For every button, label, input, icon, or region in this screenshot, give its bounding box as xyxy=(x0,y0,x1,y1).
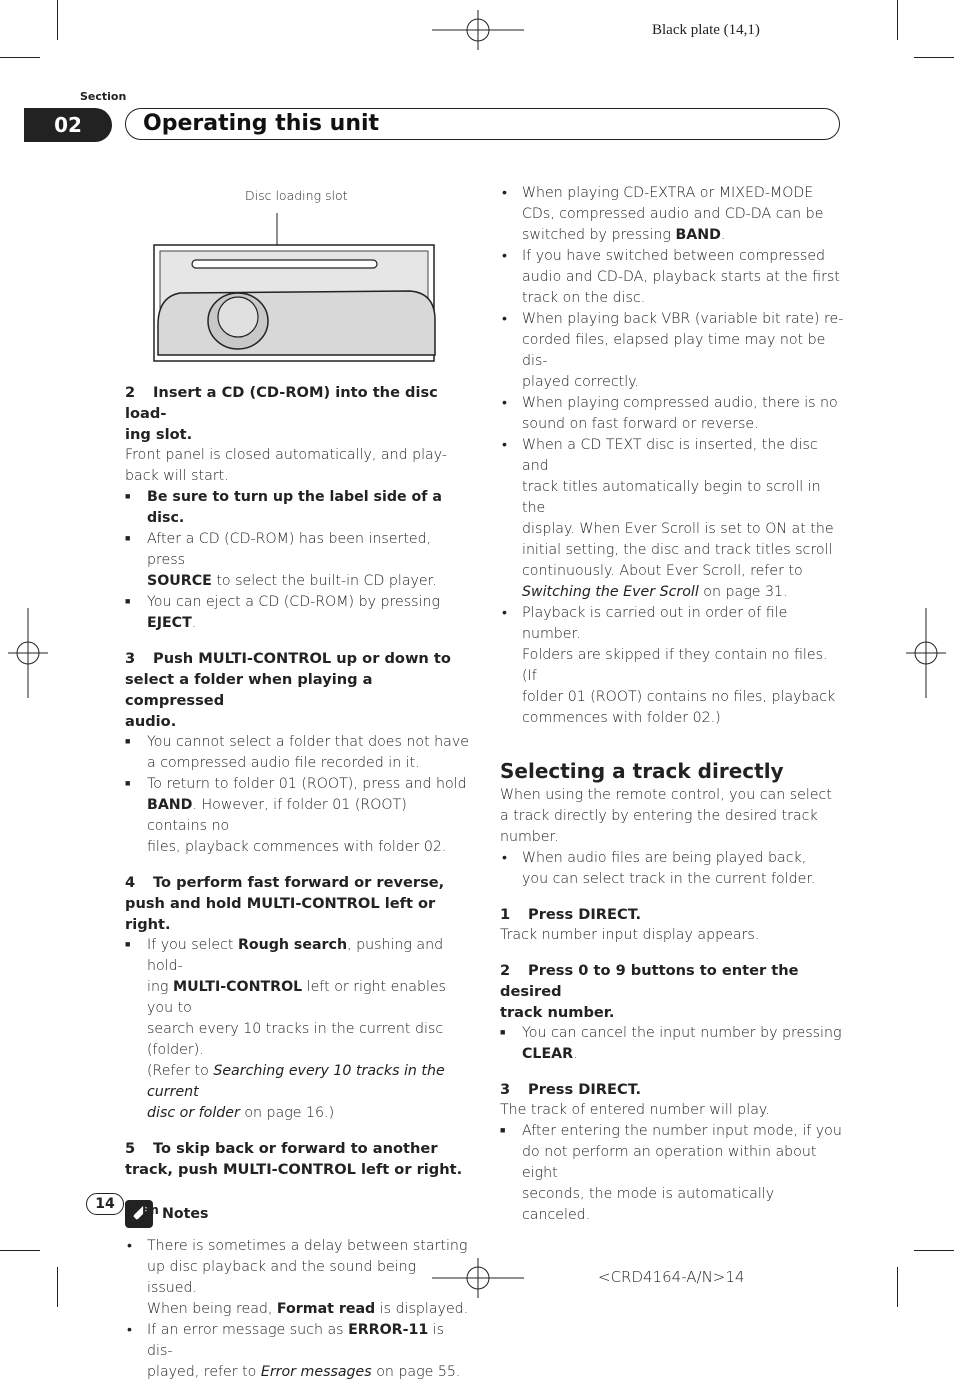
list-item: • If you have switched between compressed audio and CD-DA, playback starts at the first track on the disc. xyxy=(500,246,845,309)
right-column xyxy=(500,183,845,1226)
list-item: • Playback is carried out in order of file number. Folders are skipped if they contain no files. (If folder 01 (ROOT) contains no files, playback commences with folder 02.) xyxy=(500,603,845,729)
crop-mark xyxy=(914,1250,954,1251)
crop-mark xyxy=(57,1267,58,1307)
page-number: 14 xyxy=(86,1193,124,1215)
list-item: • When playing back VBR (variable bit rate) re- corded files, elapsed play time may not be dis- played correctly. xyxy=(500,309,845,393)
square-bullet-icon: ■ xyxy=(500,1126,506,1136)
crop-mark xyxy=(0,1250,40,1251)
step-text: Front panel is closed automatically, and play- back will start. xyxy=(125,447,448,484)
square-bullet-icon: ■ xyxy=(125,597,131,607)
step-heading: 3 Push MULTI-CONTROL up or down to select a folder when playing a compressed audio. xyxy=(125,650,451,730)
registration-mark xyxy=(432,10,524,50)
step-heading: 5 To skip back or forward to another track, push MULTI-CONTROL left or right. xyxy=(125,1140,463,1178)
figure-label: Disc loading slot xyxy=(245,188,348,203)
registration-mark xyxy=(906,608,946,698)
list-item: • When playing CD-EXTRA or MIXED-MODE CDs, compressed audio and CD-DA can be switched by pressing BAND. xyxy=(500,183,845,246)
step-heading: 2 Press 0 to 9 buttons to enter the desired track number. xyxy=(500,962,799,1021)
intro-text: When using the remote control, you can select a track directly by entering the desired track number. xyxy=(500,787,832,845)
list-item: ■ After entering the number input mode, if you do not perform an operation within about eight seconds, the mode is automatically canceled. xyxy=(500,1123,842,1223)
step-text: Track number input display appears. xyxy=(500,927,760,943)
section-number: 02 xyxy=(24,108,112,142)
list-item: ■ You can eject a CD (CD-ROM) by pressing EJECT. xyxy=(125,594,440,631)
list-item: • When a CD TEXT disc is inserted, the disc and track titles automatically begin to scroll in the display. When Ever Scroll is set to ON at the initial setting, the disc and track titles scroll continuously. About Ever Scroll, refer to Switching the Ever Scroll on page 31. xyxy=(500,435,845,603)
list-item: ■ You can cancel the input number by pressing CLEAR. xyxy=(500,1025,842,1062)
step-heading: 3 Press DIRECT. xyxy=(500,1081,641,1098)
plate-label: Black plate (14,1) xyxy=(652,22,760,38)
crop-mark xyxy=(897,1267,898,1307)
list-item: ■ After a CD (CD-ROM) has been inserted, press SOURCE to select the built-in CD player. xyxy=(125,531,437,589)
list-item: ■ You cannot select a folder that does not have a compressed audio file recorded in it. xyxy=(125,734,469,771)
square-bullet-icon: ■ xyxy=(500,1028,506,1038)
cd-unit-illustration xyxy=(150,205,440,367)
language-label: En xyxy=(142,1203,159,1217)
subsection-heading: Selecting a track directly xyxy=(500,759,784,783)
note-item: • There is sometimes a delay between starting up disc playback and the sound being issued. When being read, Format read is displayed. xyxy=(125,1236,470,1320)
crop-mark xyxy=(914,57,954,58)
square-bullet-icon: ■ xyxy=(125,940,131,950)
left-column xyxy=(125,382,470,1383)
list-item: ■ If you select Rough search, pushing and hold- ing MULTI-CONTROL left or right enables you to search every 10 tracks in the current disc (folder). (Refer to Searching every 10 tracks in the current disc or folder on page 16.) xyxy=(125,937,447,1121)
square-bullet-icon: ■ xyxy=(125,737,131,747)
footer-code: <CRD4164-A/N>14 xyxy=(598,1268,745,1286)
step-heading: 1 Press DIRECT. xyxy=(500,906,641,923)
registration-mark xyxy=(8,608,48,698)
crop-mark xyxy=(57,0,58,40)
square-bullet-icon: ■ xyxy=(125,779,131,789)
list-item: • When audio files are being played back, you can select track in the current folder. xyxy=(500,848,845,890)
section-label: Section xyxy=(80,90,127,103)
step-heading: 4 To perform fast forward or reverse, push and hold MULTI-CONTROL left or right. xyxy=(125,874,445,933)
crop-mark xyxy=(0,57,40,58)
notes-heading: Notes xyxy=(125,1200,470,1228)
square-bullet-icon: ■ xyxy=(125,492,131,502)
note-item: • If an error message such as ERROR-11 is dis- played, refer to Error messages on page 55. xyxy=(125,1320,470,1383)
list-item: • When playing compressed audio, there is no sound on fast forward or reverse. xyxy=(500,393,845,435)
section-title: Operating this unit xyxy=(143,111,380,136)
square-bullet-icon: ■ xyxy=(125,534,131,544)
step-text: The track of entered number will play. xyxy=(500,1102,770,1118)
list-item: ■ Be sure to turn up the label side of a disc. xyxy=(125,489,442,526)
step-heading: 2 Insert a CD (CD-ROM) into the disc load- ing slot. xyxy=(125,384,438,443)
list-item: ■ To return to folder 01 (ROOT), press and hold BAND. However, if folder 01 (ROOT) contains no files, playback commences with folder 02. xyxy=(125,776,467,855)
crop-mark xyxy=(897,0,898,40)
